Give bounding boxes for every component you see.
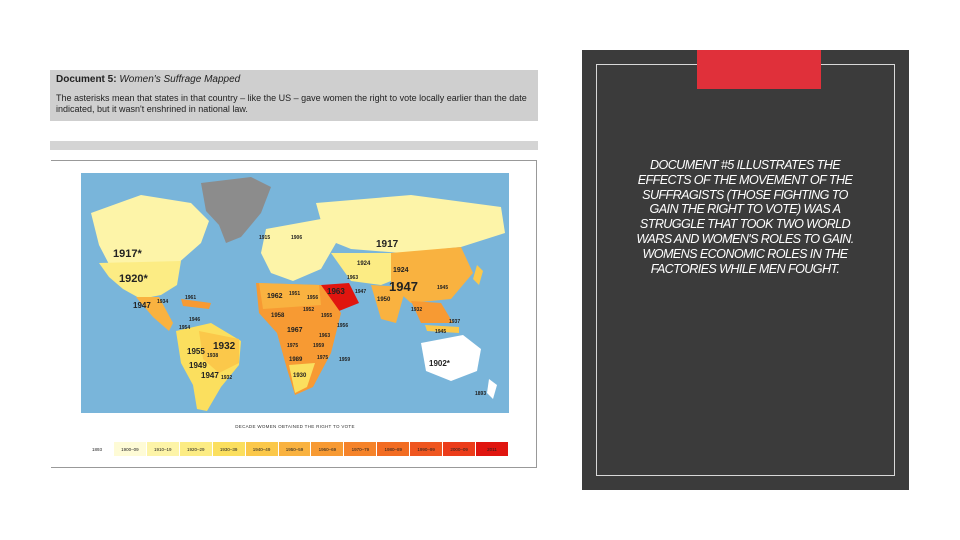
year-label-india: 1950: [377, 297, 391, 303]
legend-cell: 1900–09: [114, 442, 147, 456]
year-label-peru: 1955: [187, 347, 205, 356]
year-label-mozambique: 1975: [317, 355, 329, 361]
document-title-lead: Document 5:: [56, 74, 117, 85]
year-label-new-zealand: 1893: [475, 391, 487, 397]
year-label-iran: 1963: [347, 275, 359, 281]
australia-shape: [421, 335, 481, 381]
year-label-bolivia: 1938: [207, 353, 219, 359]
year-label-indonesia: 1945: [435, 329, 447, 335]
year-label-australia: 1902*: [429, 359, 450, 368]
year-label-philippines: 1937: [449, 319, 461, 325]
year-label-kenya: 1963: [319, 333, 331, 339]
year-label-kazakhstan: 1924: [357, 261, 371, 267]
year-label-usa: 1920*: [119, 273, 148, 285]
document-divider: [50, 141, 538, 150]
year-label-caribbean: 1961: [185, 295, 197, 301]
year-label-scandinavia: 1906: [291, 235, 303, 241]
legend-cell: 1930–39: [213, 442, 246, 456]
legend-cell: 2011: [476, 442, 509, 456]
panel-body-text: DOCUMENT #5 ILLUSTRATES THE EFFECTS OF THE MOVEMENT OF THE SUFFRAGISTS (THOSE FIGHTING TO GAIN THE RIGHT TO VOTE) WAS A STRUGGLE THAT TOOK TWO WORLD WARS AND WOMEN'S ROLES TO GAIN. WOMENS ECONOMIC ROLES IN THE FACTORIES WHILE MEN FOUGHT.: [636, 158, 854, 276]
year-label-algeria: 1962: [267, 293, 283, 300]
new-zealand-shape: [487, 379, 497, 399]
legend-cell: 1950–59: [279, 442, 312, 456]
year-label-madagascar: 1959: [339, 357, 351, 363]
year-label-japan: 1945: [437, 285, 449, 291]
greenland-shape: [201, 177, 271, 243]
map-legend-title: DECADE WOMEN OBTAINED THE RIGHT TO VOTE: [235, 424, 355, 429]
year-label-ethiopia: 1955: [321, 313, 333, 319]
legend-cell: 2000–09: [443, 442, 476, 456]
year-label-libya: 1951: [289, 291, 301, 297]
world-suffrage-map: [81, 173, 509, 413]
year-label-mexico: 1947: [133, 301, 151, 310]
year-label-angola: 1975: [287, 343, 299, 349]
year-label-congo: 1967: [287, 327, 303, 334]
year-label-egypt: 1956: [307, 295, 319, 301]
legend-cell: 1910–19: [147, 442, 180, 456]
year-label-colombia: 1954: [179, 325, 191, 331]
year-label-tanzania: 1959: [313, 343, 325, 349]
year-label-venezuela: 1946: [189, 317, 201, 323]
year-label-saudi-arabia: 1963: [327, 287, 345, 296]
year-label-thailand: 1932: [411, 307, 423, 313]
document-header: [50, 70, 538, 121]
year-label-canada: 1917*: [113, 248, 142, 260]
year-label-mongolia: 1924: [393, 267, 409, 274]
year-label-russia: 1917: [376, 239, 399, 250]
accent-bar: [697, 50, 821, 89]
year-label-brazil: 1932: [213, 341, 236, 352]
legend-cell: 1960–69: [311, 442, 344, 456]
document-title-sub: Women's Suffrage Mapped: [119, 74, 241, 85]
russia-shape: [316, 195, 505, 253]
year-label-argentina: 1947: [201, 371, 219, 380]
year-label-south-africa: 1930: [293, 373, 307, 379]
japan-shape: [473, 265, 483, 285]
legend-cell: 1980–89: [377, 442, 410, 456]
year-label-china: 1947: [389, 279, 418, 294]
legend-cell: 1893: [81, 442, 114, 456]
year-label-uruguay: 1932: [221, 375, 233, 381]
document-title: [56, 74, 532, 85]
year-label-nigeria: 1958: [271, 313, 285, 319]
legend-cell: 1920–29: [180, 442, 213, 456]
legend-cell: 1940–49: [246, 442, 279, 456]
year-label-chile: 1949: [189, 361, 207, 370]
legend-cell: 1990–99: [410, 442, 443, 456]
document-note: The asterisks mean that states in that country – like the US – gave women the right to vote locally earlier than the date indicated, but it wasn't enshrined in national law.: [56, 93, 527, 114]
year-label-pakistan: 1947: [355, 289, 367, 295]
year-label-sudan: 1952: [303, 307, 315, 313]
map-legend: [81, 442, 509, 456]
year-label-namibia: 1989: [289, 357, 303, 363]
year-label-somalia: 1956: [337, 323, 349, 329]
year-label-greenland: 1915: [259, 235, 271, 241]
year-label-cuba: 1934: [157, 299, 169, 305]
legend-cell: 1970–79: [344, 442, 377, 456]
